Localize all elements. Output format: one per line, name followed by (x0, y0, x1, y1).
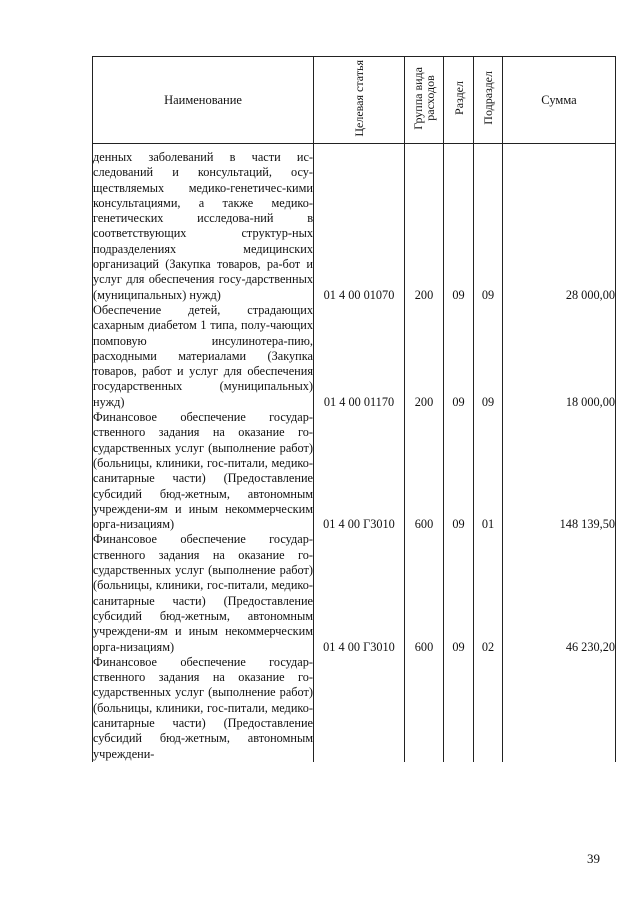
table-row (93, 655, 616, 762)
row-section (444, 655, 474, 762)
row-sum: 28 000,00 (503, 144, 616, 303)
row-expense-group: 200 (405, 144, 444, 303)
row-name: Финансовое обеспечение государ-ственного задания на оказание го-сударственных услуг (выполнение работ) (больницы, клиники, гос-питали, медико-санитарные части) (Предоставление субсидий бюд-жетным, автономным учреждени-ям и иным некоммерческим орга-низациям) (93, 532, 313, 654)
row-section: 09 (444, 144, 474, 303)
row-name: Финансовое обеспечение государ-ственного задания на оказание го-сударственных услуг (выполнение работ) (больницы, клиники, гос-питали, медико-санитарные части) (Предоставление субсидий бюд-жетным, автономным учреждени-ям и иным некоммерческим орга-низациям) (93, 410, 313, 532)
row-sum (503, 655, 616, 762)
row-name: Обеспечение детей, страдающих сахарным диабетом 1 типа, полу-чающих помповую инсулинотера-пию, расходными материалами (Закупка товаров, работ и услуг для обеспечения государственных (муниципальных) нужд) (93, 302, 313, 409)
row-expense-group: 200 (405, 303, 444, 410)
row-sum: 148 139,50 (503, 410, 616, 532)
header-target-article: Целевая статья (314, 57, 405, 144)
row-subsection (474, 655, 503, 762)
budget-table (92, 56, 616, 762)
row-subsection: 09 (474, 303, 503, 410)
row-expense-group: 600 (405, 410, 444, 532)
table-row (93, 144, 616, 303)
row-section: 09 (444, 532, 474, 654)
table-row (93, 303, 616, 410)
row-sum: 46 230,20 (503, 532, 616, 654)
row-subsection: 09 (474, 144, 503, 303)
row-subsection: 02 (474, 532, 503, 654)
row-name: денных заболеваний в части ис-следований и консультаций, осу-ществляемых медико-генетичес-кими консультациями, а также медико-генетических исследова-ний в соответствующих структур-ных подразделениях медицинских организаций (Закупка товаров, ра-бот и услуг для обеспечения госу-дарственных (муниципальных) нужд) (93, 144, 314, 303)
table-row (93, 532, 616, 654)
header-name: Наименование (93, 57, 314, 144)
table-header-row (93, 57, 616, 144)
header-sum: Сумма (503, 57, 616, 144)
row-subsection: 01 (474, 410, 503, 532)
header-subsection: Подраздел (474, 57, 503, 144)
row-expense-group (405, 655, 444, 762)
row-section: 09 (444, 410, 474, 532)
table-row (93, 410, 616, 532)
row-sum: 18 000,00 (503, 303, 616, 410)
row-target-article: 01 4 00 Г3010 (314, 532, 405, 654)
row-section: 09 (444, 303, 474, 410)
row-name: Финансовое обеспечение государ-ственного задания на оказание го-сударственных услуг (выполнение работ) (больницы, клиники, гос-питали, медико-санитарные части) (Предоставление субсидий бюд-жетным, автономным учреждени- (93, 654, 313, 761)
header-section: Раздел (444, 57, 474, 144)
row-target-article: 01 4 00 Г3010 (314, 410, 405, 532)
row-expense-group: 600 (405, 532, 444, 654)
row-target-article: 01 4 00 01070 (314, 144, 405, 303)
row-target-article: 01 4 00 01170 (314, 303, 405, 410)
header-expense-group: Группа вида расходов (405, 57, 444, 144)
row-target-article (314, 655, 405, 762)
page-number: 39 (587, 851, 600, 866)
